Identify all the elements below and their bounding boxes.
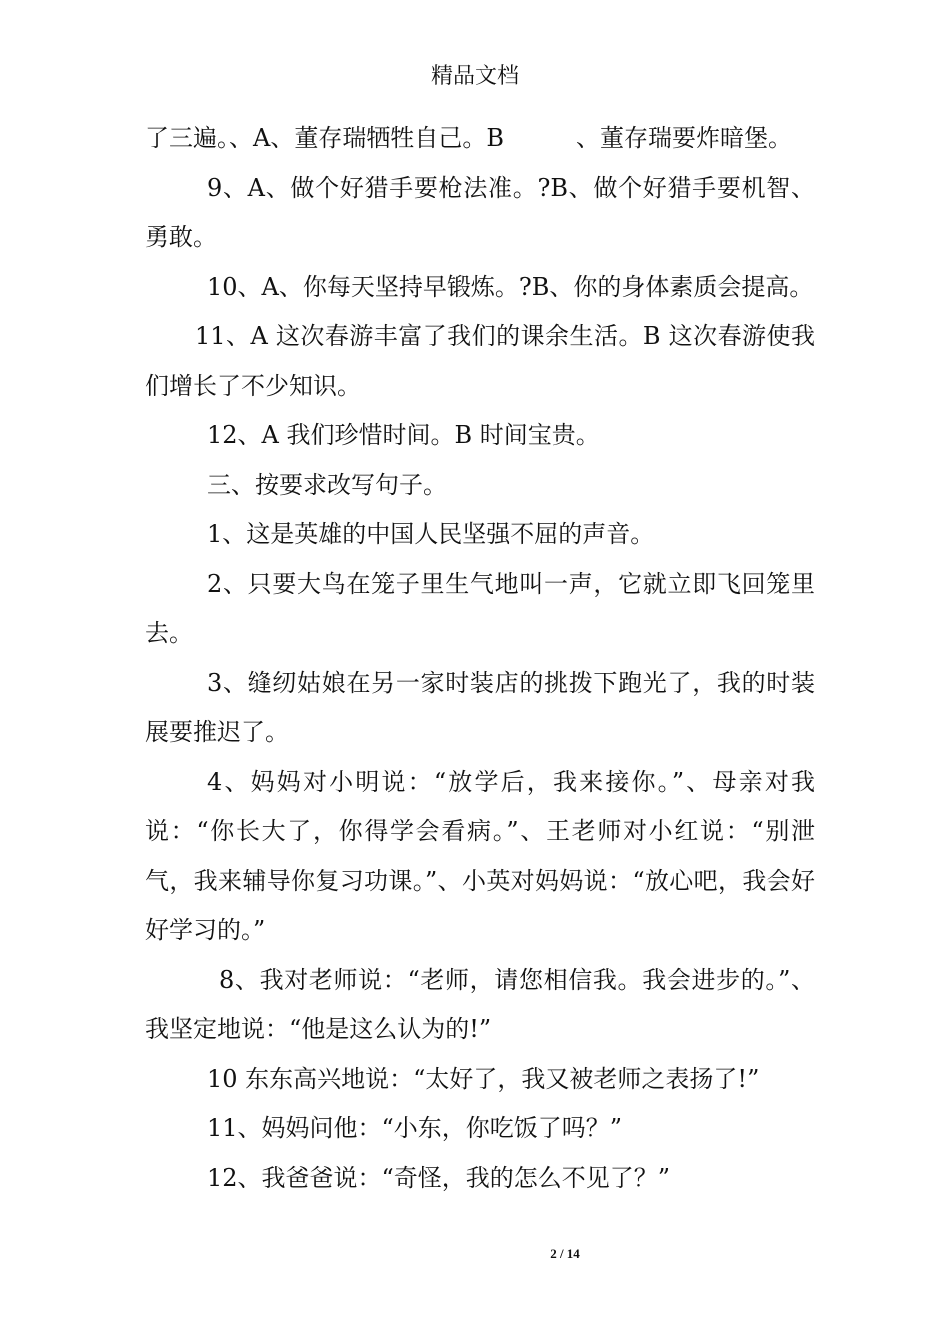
- paragraph: 3、缝纫姑娘在另一家时装店的挑拨下跑光了，我的时装展要推迟了。: [145, 668, 815, 746]
- paragraph: 10、A、你每天坚持早锻炼。?B、你的身体素质会提高。: [207, 272, 814, 301]
- paragraph: 2、只要大鸟在笼子里生气地叫一声，它就立即飞回笼里去。: [145, 569, 815, 647]
- paragraph: 11、妈妈问他：“小东，你吃饭了吗？”: [207, 1114, 623, 1142]
- page-number: 2 / 14: [550, 1246, 580, 1261]
- paragraph: 12、A 我们珍惜时间。B 时间宝贵。: [207, 421, 600, 449]
- paragraph: 12、我爸爸说：“奇怪，我的怎么不见了？”: [207, 1163, 671, 1192]
- paragraph: 9、A、做个好猎手要枪法准。?B、做个好猎手要机智、勇敢。: [145, 173, 815, 251]
- document-body: [145, 114, 815, 1203]
- page-header-title: 精品文档: [430, 64, 519, 89]
- paragraph: 11、A 这次春游丰富了我们的课余生活。B 这次春游使我们增长了不少知识。: [145, 322, 815, 400]
- paragraph: 1、这是英雄的中国人民坚强不屈的声音。: [207, 520, 655, 548]
- paragraph: 10 东东高兴地说：“太好了，我又被老师之表扬了!”: [207, 1064, 760, 1093]
- paragraph: 了三遍。、A、董存瑞牺牲自己。B 、董存瑞要炸暗堡。: [145, 124, 792, 152]
- section-heading: 三、按要求改写句子。: [207, 470, 447, 499]
- paragraph: 4、妈妈对小明说：“放学后，我来接你。”、母亲对我说：“你长大了，你得学会看病。”、王老师对小红说：“别泄气，我来辅导你复习功课。”、小英对妈妈说：“放心吧，我会好好学习的。”: [145, 767, 815, 944]
- paragraph: 8、我对老师说：“老师，请您相信我。我会进步的。”、我坚定地说：“他是这么认为的!”: [145, 965, 815, 1043]
